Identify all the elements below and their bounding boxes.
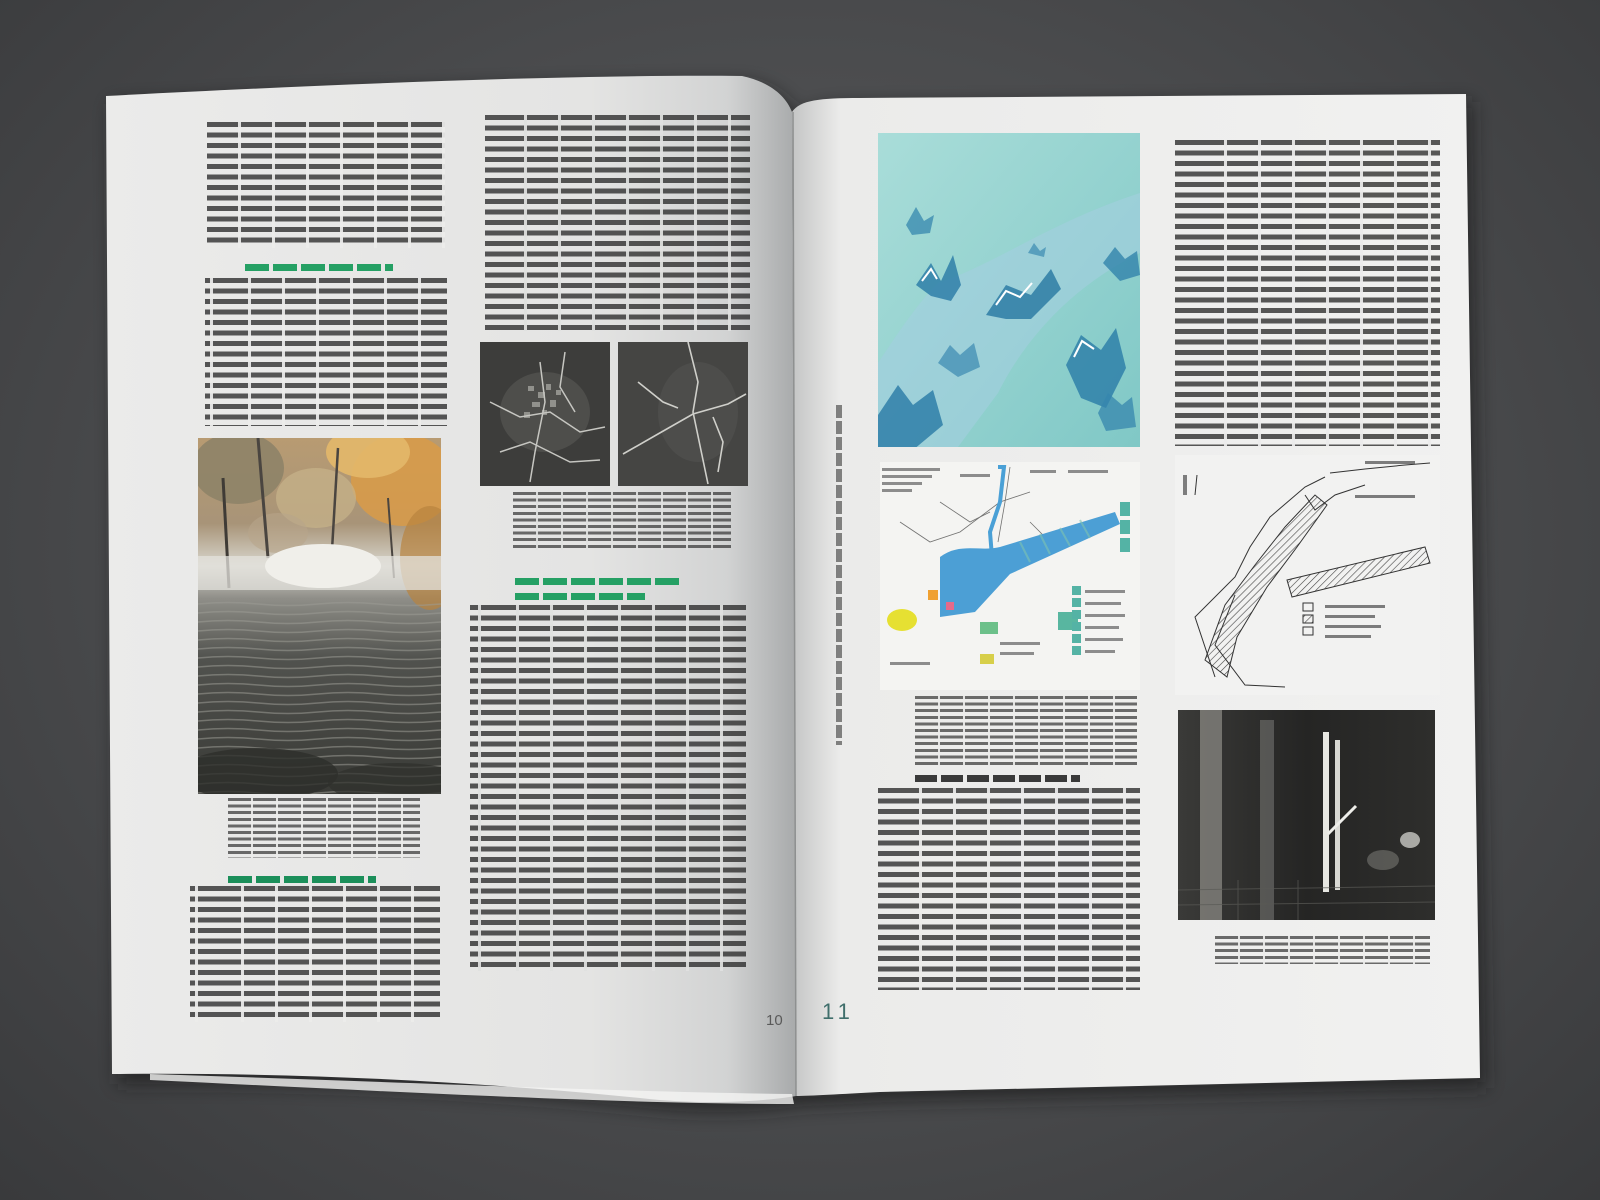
- interior-photo-caption: [1215, 936, 1430, 964]
- left-col2-subheading-line-2: [515, 593, 645, 600]
- river-photo-caption: [228, 798, 420, 858]
- map-caption: [915, 696, 1137, 766]
- colored-region-map: [880, 462, 1140, 690]
- left-col1-paragraph-3: [190, 886, 440, 1022]
- right-col2-paragraph: [1175, 140, 1440, 446]
- left-col1-subheading-1: [245, 264, 393, 271]
- right-page-number: 11: [822, 999, 855, 1024]
- left-col2-paragraph-1: [485, 115, 750, 331]
- left-col1-paragraph-1: [207, 122, 445, 248]
- river-waterfall-photo: [198, 438, 441, 794]
- rotated-photo-credit: [836, 405, 842, 745]
- map-yellow-area: [887, 609, 917, 631]
- aerial-photo-a: [480, 342, 610, 486]
- right-col1-paragraph: [878, 788, 1140, 990]
- line-drawing-map: [1175, 455, 1440, 695]
- left-col1-paragraph-2: [205, 278, 447, 426]
- left-page-number: 10: [766, 1012, 783, 1029]
- aerial-photo-b: [618, 342, 748, 486]
- left-col1-subheading-2: [228, 876, 376, 883]
- relief-map: [878, 133, 1140, 447]
- dark-interior-photo: [1178, 710, 1435, 920]
- aerial-photos-caption: [513, 492, 731, 550]
- left-col2-subheading-line-1: [515, 578, 681, 585]
- right-col1-subheading: [915, 775, 1080, 782]
- left-col2-paragraph-2: [470, 605, 746, 971]
